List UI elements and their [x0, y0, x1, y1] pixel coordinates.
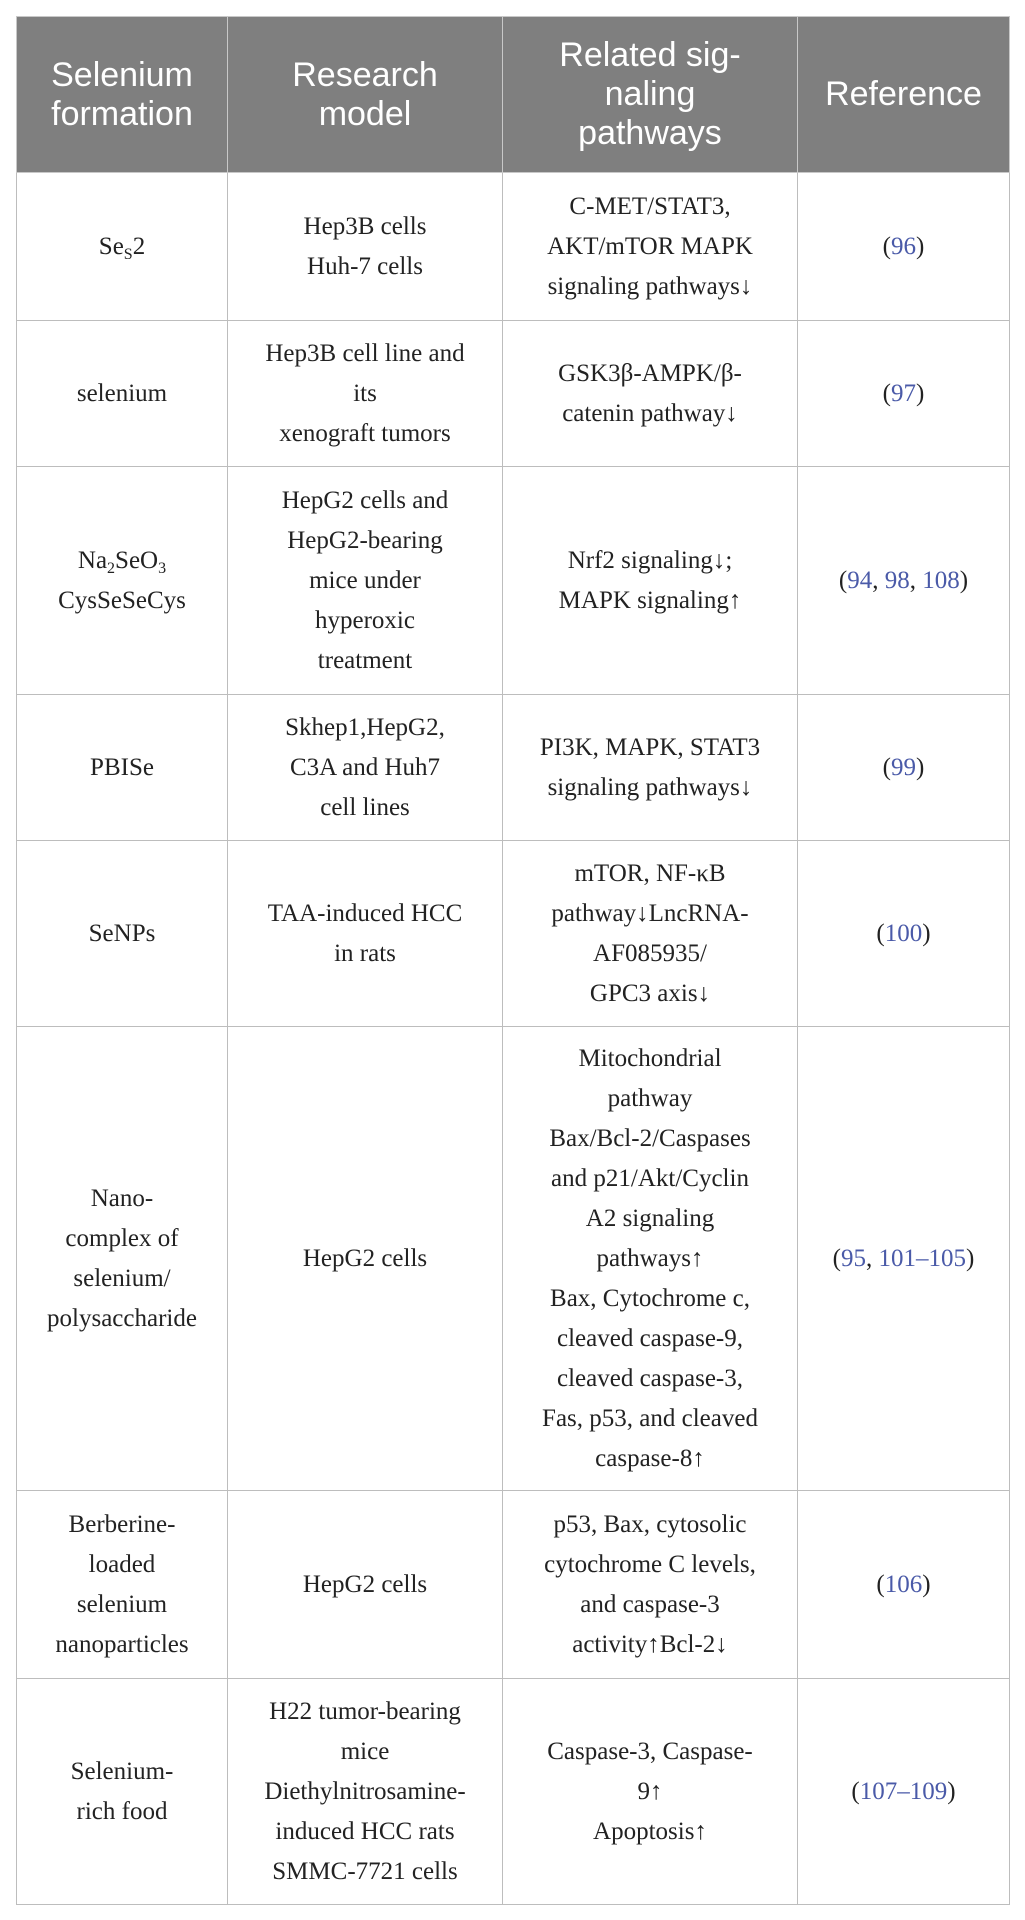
- pathway-line: C-MET/STAT3,: [569, 192, 731, 220]
- pathway-line: AF085935/: [593, 939, 707, 967]
- model-line: C3A and Huh7: [290, 753, 440, 781]
- reference-link[interactable]: 97: [891, 379, 916, 407]
- pathway-line: Caspase-3, Caspase-: [547, 1737, 753, 1765]
- formula-text: SeNPs: [88, 919, 156, 947]
- cell-selenium-formation: [17, 695, 228, 841]
- model-line: TAA-induced HCC: [267, 899, 463, 927]
- cell-signaling-pathways: [503, 173, 798, 321]
- reference-link[interactable]: 106: [884, 1570, 923, 1598]
- header-text: formation: [51, 94, 193, 133]
- formula-text: PBISe: [90, 753, 154, 781]
- model-line: Diethylnitrosamine-: [264, 1777, 466, 1805]
- header-research-model: [228, 17, 503, 173]
- reference-link[interactable]: 99: [891, 753, 916, 781]
- model-line: Huh-7 cells: [307, 252, 423, 280]
- reference-link[interactable]: 108: [922, 566, 960, 594]
- model-line: HepG2 cells: [302, 1244, 428, 1272]
- reference-close-paren: ): [966, 1244, 975, 1272]
- pathway-line: Nrf2 signaling↓;: [567, 546, 733, 574]
- pathway-line: Apoptosis↑: [593, 1817, 707, 1845]
- reference-link[interactable]: 100: [884, 919, 923, 947]
- pathway-line: activity↑Bcl-2↓: [572, 1630, 728, 1658]
- header-reference: [798, 17, 1010, 173]
- cell-research-model: [228, 173, 503, 321]
- pathway-line: Fas, p53, and cleaved: [542, 1404, 758, 1432]
- table-row: [17, 1491, 1010, 1679]
- reference-open-paren: (: [832, 1244, 841, 1272]
- reference-open-paren: (: [882, 753, 891, 781]
- table-row: [17, 1027, 1010, 1491]
- cell-signaling-pathways: [503, 695, 798, 841]
- formula-text: loaded: [88, 1550, 156, 1578]
- cell-selenium-formation: [17, 1679, 228, 1905]
- reference-close-paren: ): [916, 379, 925, 407]
- reference-link[interactable]: 107–109: [859, 1777, 948, 1805]
- formula-text: complex of: [65, 1224, 179, 1252]
- reference-separator: ,: [872, 566, 885, 594]
- header-text: Reference: [825, 75, 982, 113]
- header-text: naling: [604, 75, 696, 113]
- reference-separator: ,: [866, 1244, 879, 1272]
- selenium-pathways-table: [16, 16, 1010, 1905]
- pathway-line: cleaved caspase-3,: [557, 1364, 743, 1392]
- reference-close-paren: ): [922, 919, 931, 947]
- formula-text: Se: [98, 232, 124, 260]
- pathway-line: 9↑: [637, 1777, 663, 1805]
- formula-subscript: 3: [158, 559, 167, 577]
- table-row: [17, 467, 1010, 695]
- reference-open-paren: (: [838, 566, 848, 594]
- cell-signaling-pathways: [503, 1491, 798, 1679]
- cell-research-model: [228, 467, 503, 695]
- pathway-line: A2 signaling: [585, 1204, 715, 1232]
- cell-signaling-pathways: [503, 841, 798, 1027]
- reference-citation: [883, 233, 925, 260]
- cell-reference: [798, 841, 1010, 1027]
- model-line: its: [353, 379, 377, 407]
- pathway-line: pathway↓LncRNA-: [551, 899, 749, 927]
- formula-text: selenium: [76, 379, 168, 407]
- reference-open-paren: (: [876, 1570, 885, 1598]
- cell-reference: [798, 173, 1010, 321]
- reference-link[interactable]: 94: [847, 566, 873, 594]
- header-selenium-formation: [17, 17, 228, 173]
- formation-line: [31, 1792, 213, 1832]
- model-line: cell lines: [320, 793, 410, 821]
- reference-citation: [876, 1571, 930, 1598]
- model-line: induced HCC rats: [275, 1817, 455, 1845]
- table-row: [17, 173, 1010, 321]
- formation-line: [31, 1505, 213, 1545]
- table-row: [17, 841, 1010, 1027]
- header-text: pathways: [578, 114, 722, 152]
- cell-research-model: [228, 1679, 503, 1905]
- formation-line: [31, 1625, 213, 1665]
- cell-selenium-formation: [17, 173, 228, 321]
- model-line: Skhep1,HepG2,: [285, 713, 445, 741]
- header-text: Selenium: [51, 55, 193, 94]
- pathway-line: and caspase-3: [580, 1590, 720, 1618]
- pathway-line: and p21/Akt/Cyclin: [551, 1164, 749, 1192]
- pathway-line: catenin pathway↓: [562, 399, 738, 427]
- reference-citation: [876, 920, 930, 947]
- reference-open-paren: (: [882, 379, 891, 407]
- reference-open-paren: (: [882, 232, 891, 260]
- formation-line: [31, 541, 213, 581]
- model-line: HepG2-bearing: [287, 526, 443, 554]
- formula-text: selenium: [76, 1590, 168, 1618]
- table-row: [17, 321, 1010, 467]
- reference-citation: [839, 567, 968, 594]
- reference-citation: [883, 380, 925, 407]
- pathway-line: AKT/mTOR MAPK: [547, 232, 753, 260]
- formula-subscript: 2: [107, 559, 116, 577]
- cell-reference: [798, 1027, 1010, 1491]
- formation-line: [31, 1299, 213, 1339]
- cell-reference: [798, 321, 1010, 467]
- cell-signaling-pathways: [503, 467, 798, 695]
- reference-link[interactable]: 95: [841, 1244, 866, 1272]
- formula-text: selenium/: [73, 1264, 171, 1292]
- reference-link[interactable]: 96: [891, 232, 916, 260]
- formation-line: [31, 581, 213, 621]
- cell-research-model: [228, 695, 503, 841]
- pathway-line: PI3K, MAPK, STAT3: [539, 733, 761, 761]
- pathway-line: signaling pathways↓: [547, 773, 753, 801]
- cell-research-model: [228, 841, 503, 1027]
- model-line: Hep3B cells: [303, 212, 427, 240]
- cell-reference: [798, 695, 1010, 841]
- pathway-line: pathway: [607, 1084, 693, 1112]
- formula-text: 2: [132, 232, 146, 260]
- formula-text: Nano-: [90, 1184, 154, 1212]
- reference-link[interactable]: 101–105: [878, 1244, 966, 1272]
- pathway-line: Bax/Bcl-2/Caspases: [549, 1124, 751, 1152]
- cell-research-model: [228, 321, 503, 467]
- model-line: HepG2 cells: [302, 1570, 428, 1598]
- formula-text: nanoparticles: [55, 1630, 189, 1658]
- model-line: HepG2 cells and: [281, 486, 449, 514]
- pathway-line: GPC3 axis↓: [589, 979, 711, 1007]
- formula-text: rich food: [76, 1797, 168, 1825]
- header-row: [17, 17, 1010, 173]
- cell-selenium-formation: [17, 321, 228, 467]
- formula-text: polysaccharide: [47, 1304, 197, 1332]
- cell-reference: [798, 467, 1010, 695]
- model-line: in rats: [334, 939, 396, 967]
- cell-selenium-formation: [17, 841, 228, 1027]
- model-line: SMMC-7721 cells: [272, 1857, 458, 1885]
- cell-signaling-pathways: [503, 1027, 798, 1491]
- pathway-line: pathways↑: [596, 1244, 704, 1272]
- cell-selenium-formation: [17, 1027, 228, 1491]
- model-line: xenograft tumors: [279, 419, 451, 447]
- formula-text: Na: [77, 546, 108, 574]
- cell-reference: [798, 1491, 1010, 1679]
- reference-citation: [833, 1245, 975, 1272]
- reference-close-paren: ): [916, 753, 925, 781]
- model-line: hyperoxic: [315, 606, 415, 634]
- formula-text: Berberine-: [68, 1510, 176, 1538]
- header-signaling-pathways: [503, 17, 798, 173]
- model-line: Hep3B cell line and: [265, 339, 465, 367]
- formation-line: [31, 748, 213, 788]
- model-line: treatment: [317, 646, 413, 674]
- pathway-line: mTOR, NF-κB: [574, 859, 726, 887]
- cell-selenium-formation: [17, 467, 228, 695]
- formation-line: [31, 914, 213, 954]
- header-text: model: [318, 94, 412, 133]
- cell-research-model: [228, 1491, 503, 1679]
- model-line: mice: [340, 1737, 390, 1765]
- model-line: H22 tumor-bearing: [269, 1697, 461, 1725]
- reference-open-paren: (: [851, 1777, 860, 1805]
- cell-signaling-pathways: [503, 321, 798, 467]
- formation-line: [31, 1179, 213, 1219]
- formation-line: [31, 1752, 213, 1792]
- formula-subscript: S: [123, 245, 133, 263]
- pathway-line: cleaved caspase-9,: [557, 1324, 743, 1352]
- pathway-line: MAPK signaling↑: [558, 586, 742, 614]
- reference-citation: [883, 754, 925, 781]
- data-table-container: [16, 16, 1009, 1905]
- reference-open-paren: (: [876, 919, 885, 947]
- reference-link[interactable]: 98: [884, 566, 910, 594]
- reference-close-paren: ): [922, 1570, 931, 1598]
- pathway-line: GSK3β-AMPK/β-: [558, 359, 742, 387]
- cell-reference: [798, 1679, 1010, 1905]
- pathway-line: caspase-8↑: [595, 1444, 705, 1472]
- cell-signaling-pathways: [503, 1679, 798, 1905]
- formation-line: [31, 1545, 213, 1585]
- formula-text: Selenium-: [70, 1757, 174, 1785]
- cell-research-model: [228, 1027, 503, 1491]
- reference-close-paren: ): [959, 566, 969, 594]
- pathway-line: Bax, Cytochrome c,: [550, 1284, 750, 1312]
- formula-text: SeO: [115, 546, 159, 574]
- formation-line: [31, 374, 213, 414]
- model-line: mice under: [309, 566, 421, 594]
- header-text: Related sig-: [559, 36, 741, 74]
- reference-citation: [851, 1778, 955, 1805]
- pathway-line: cytochrome C levels,: [544, 1550, 756, 1578]
- header-text: Research: [292, 55, 438, 94]
- pathway-line: signaling pathways↓: [547, 272, 753, 300]
- cell-selenium-formation: [17, 1491, 228, 1679]
- formula-text: CysSeSeCys: [58, 586, 186, 614]
- formation-line: [31, 227, 213, 267]
- formation-line: [31, 1219, 213, 1259]
- reference-separator: ,: [909, 566, 923, 594]
- table-row: [17, 695, 1010, 841]
- reference-close-paren: ): [916, 232, 925, 260]
- reference-close-paren: ): [947, 1777, 956, 1805]
- table-row: [17, 1679, 1010, 1905]
- formation-line: [31, 1259, 213, 1299]
- pathway-line: Mitochondrial: [578, 1044, 722, 1072]
- formation-line: [31, 1585, 213, 1625]
- pathway-line: p53, Bax, cytosolic: [553, 1510, 747, 1538]
